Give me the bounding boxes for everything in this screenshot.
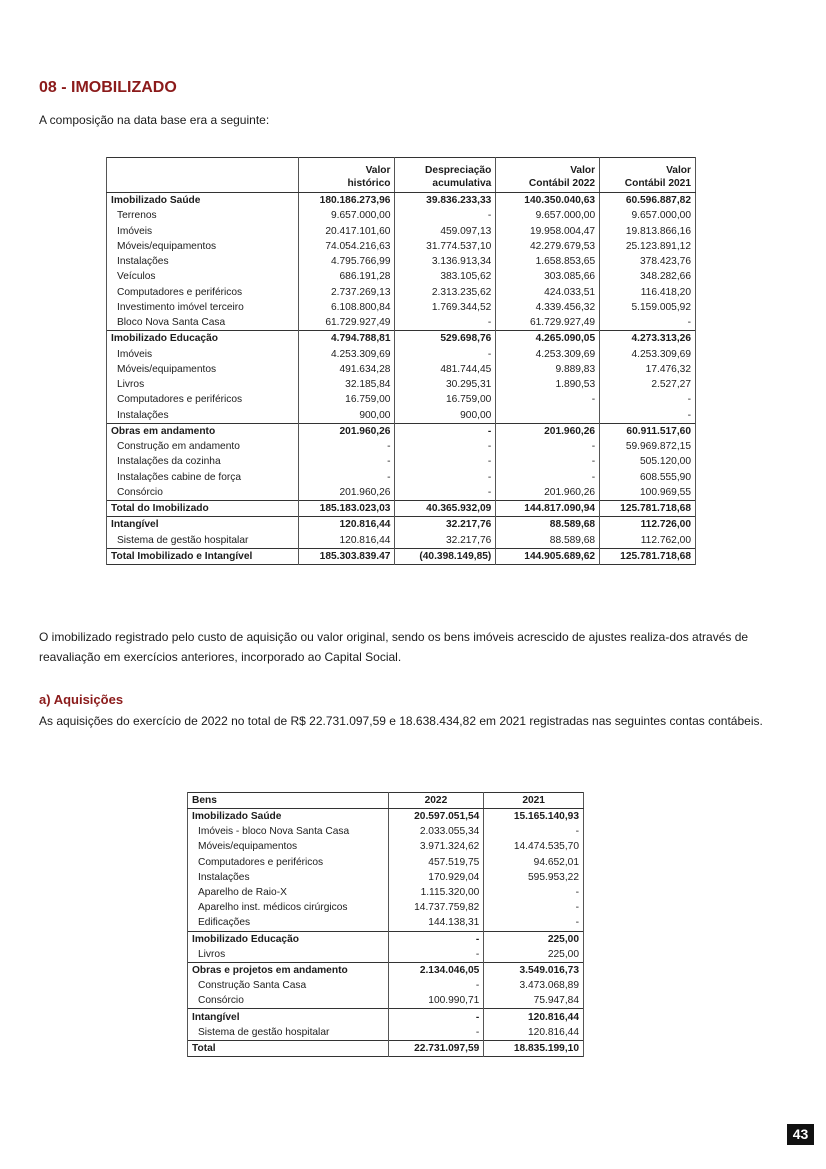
value-cell: 4.265.090,05 <box>496 331 600 347</box>
value-cell: 61.729.927,49 <box>496 315 600 331</box>
value-cell: - <box>298 470 395 485</box>
row-label: Total <box>188 1040 389 1056</box>
table-row <box>188 824 584 839</box>
row-label: Consórcio <box>107 485 299 501</box>
value-cell: 16.759,00 <box>395 392 496 407</box>
row-label: Consórcio <box>188 993 389 1009</box>
value-cell: - <box>484 900 584 915</box>
table-row <box>188 978 584 993</box>
value-cell: 900,00 <box>395 408 496 424</box>
value-cell: 74.054.216,63 <box>298 239 395 254</box>
total-row <box>107 501 696 517</box>
header-valor-historico: Valor histórico <box>298 158 395 193</box>
row-label: Bloco Nova Santa Casa <box>107 315 299 331</box>
row-label: Veículos <box>107 269 299 284</box>
header-2022: 2022 <box>388 793 484 809</box>
value-cell: 225,00 <box>484 931 584 947</box>
value-cell: 6.108.800,84 <box>298 300 395 315</box>
table-row <box>188 870 584 885</box>
header-valor-contabil-2022: Valor Contábil 2022 <box>496 158 600 193</box>
value-cell: - <box>395 439 496 454</box>
value-cell: 125.781.718,68 <box>600 548 696 564</box>
value-cell: 595.953,22 <box>484 870 584 885</box>
table-row <box>188 993 584 1009</box>
group-row <box>107 193 696 209</box>
group-row <box>188 962 584 978</box>
value-cell: 112.726,00 <box>600 517 696 533</box>
value-cell: 383.105,62 <box>395 269 496 284</box>
value-cell: 1.769.344,52 <box>395 300 496 315</box>
value-cell: 31.774.537,10 <box>395 239 496 254</box>
table-row <box>107 315 696 331</box>
row-label: Imobilizado Saúde <box>188 809 389 825</box>
value-cell: - <box>395 347 496 362</box>
row-label: Total do Imobilizado <box>107 501 299 517</box>
group-row <box>107 517 696 533</box>
value-cell: - <box>388 947 484 963</box>
value-cell: 20.417.101,60 <box>298 224 395 239</box>
table-row <box>107 439 696 454</box>
value-cell: - <box>484 885 584 900</box>
value-cell: - <box>600 392 696 407</box>
row-label: Livros <box>188 947 389 963</box>
value-cell: - <box>395 485 496 501</box>
value-cell: 348.282,66 <box>600 269 696 284</box>
row-label: Obras e projetos em andamento <box>188 962 389 978</box>
table-header-row <box>107 158 696 193</box>
value-cell: 481.744,45 <box>395 362 496 377</box>
row-label: Imobilizado Educação <box>188 931 389 947</box>
value-cell: 3.971.324,62 <box>388 839 484 854</box>
value-cell: 4.339.456,32 <box>496 300 600 315</box>
row-label: Imóveis <box>107 224 299 239</box>
value-cell: 140.350.040,63 <box>496 193 600 209</box>
value-cell: - <box>496 392 600 407</box>
value-cell: 1.658.853,65 <box>496 254 600 269</box>
value-cell: - <box>388 1025 484 1041</box>
value-cell: 2.527,27 <box>600 377 696 392</box>
value-cell: 4.273.313,26 <box>600 331 696 347</box>
value-cell: 120.816,44 <box>298 533 395 549</box>
row-label: Instalações <box>188 870 389 885</box>
row-label: Imóveis - bloco Nova Santa Casa <box>188 824 389 839</box>
value-cell: 2.134.046,05 <box>388 962 484 978</box>
row-label: Construção Santa Casa <box>188 978 389 993</box>
value-cell: 100.990,71 <box>388 993 484 1009</box>
row-label: Obras em andamento <box>107 423 299 439</box>
header-valor-contabil-2021: Valor Contábil 2021 <box>600 158 696 193</box>
value-cell: 32.185,84 <box>298 377 395 392</box>
value-cell: 94.652,01 <box>484 855 584 870</box>
value-cell: - <box>484 915 584 931</box>
table-row <box>107 208 696 223</box>
group-row <box>188 809 584 825</box>
value-cell <box>496 408 600 424</box>
value-cell: 61.729.927,49 <box>298 315 395 331</box>
value-cell: 30.295,31 <box>395 377 496 392</box>
table-row <box>107 269 696 284</box>
value-cell: 22.731.097,59 <box>388 1040 484 1056</box>
table-row <box>107 224 696 239</box>
value-cell: 144.905.689,62 <box>496 548 600 564</box>
table-row <box>107 533 696 549</box>
row-label: Total Imobilizado e Intangível <box>107 548 299 564</box>
value-cell: - <box>496 454 600 469</box>
value-cell: - <box>395 315 496 331</box>
group-row <box>107 331 696 347</box>
row-label: Imobilizado Educação <box>107 331 299 347</box>
value-cell: 3.549.016,73 <box>484 962 584 978</box>
row-label: Computadores e periféricos <box>107 392 299 407</box>
value-cell: 2.033.055,34 <box>388 824 484 839</box>
table-row <box>107 454 696 469</box>
fixed-assets-table-body <box>107 193 696 565</box>
value-cell: 4.794.788,81 <box>298 331 395 347</box>
value-cell: 18.835.199,10 <box>484 1040 584 1056</box>
table-row <box>107 392 696 407</box>
row-label: Instalações <box>107 254 299 269</box>
table-row <box>107 377 696 392</box>
table-row <box>107 254 696 269</box>
value-cell: 3.136.913,34 <box>395 254 496 269</box>
value-cell: - <box>395 208 496 223</box>
value-cell: 378.423,76 <box>600 254 696 269</box>
value-cell: 75.947,84 <box>484 993 584 1009</box>
row-label: Intangível <box>107 517 299 533</box>
value-cell: 900,00 <box>298 408 395 424</box>
intro-text: A composição na data base era a seguinte: <box>39 113 270 127</box>
value-cell: - <box>388 931 484 947</box>
value-cell: - <box>298 454 395 469</box>
value-cell: 42.279.679,53 <box>496 239 600 254</box>
value-cell: 608.555,90 <box>600 470 696 485</box>
table-row <box>107 239 696 254</box>
value-cell: 88.589,68 <box>496 517 600 533</box>
table-row <box>188 1025 584 1041</box>
value-cell: - <box>496 470 600 485</box>
group-row <box>107 423 696 439</box>
value-cell: 201.960,26 <box>496 423 600 439</box>
section-title: 08 - IMOBILIZADO <box>39 79 177 96</box>
table-row <box>188 915 584 931</box>
row-label: Aparelho de Raio-X <box>188 885 389 900</box>
value-cell: 185.303.839.47 <box>298 548 395 564</box>
value-cell: 40.365.932,09 <box>395 501 496 517</box>
page-number: 43 <box>787 1124 814 1145</box>
table-header-row <box>188 793 584 809</box>
value-cell: 424.033,51 <box>496 285 600 300</box>
value-cell: 180.186.273,96 <box>298 193 395 209</box>
row-label: Computadores e periféricos <box>107 285 299 300</box>
fixed-assets-table <box>106 157 696 565</box>
value-cell: - <box>395 423 496 439</box>
value-cell: 144.817.090,94 <box>496 501 600 517</box>
row-label: Sistema de gestão hospitalar <box>107 533 299 549</box>
value-cell: 15.165.140,93 <box>484 809 584 825</box>
value-cell: 16.759,00 <box>298 392 395 407</box>
value-cell: 32.217,76 <box>395 517 496 533</box>
row-label: Móveis/equipamentos <box>188 839 389 854</box>
value-cell: - <box>388 1009 484 1025</box>
value-cell: - <box>496 439 600 454</box>
value-cell: 9.657.000,00 <box>600 208 696 223</box>
value-cell: 144.138,31 <box>388 915 484 931</box>
value-cell: 201.960,26 <box>298 485 395 501</box>
value-cell: - <box>395 454 496 469</box>
value-cell: - <box>388 978 484 993</box>
row-label: Construção em andamento <box>107 439 299 454</box>
total-row <box>188 1040 584 1056</box>
value-cell: 19.958.004,47 <box>496 224 600 239</box>
value-cell: 4.253.309,69 <box>600 347 696 362</box>
row-label: Computadores e periféricos <box>188 855 389 870</box>
value-cell: 125.781.718,68 <box>600 501 696 517</box>
table-row <box>107 347 696 362</box>
value-cell: - <box>600 408 696 424</box>
value-cell: 225,00 <box>484 947 584 963</box>
row-label: Imobilizado Saúde <box>107 193 299 209</box>
table-row <box>107 470 696 485</box>
header-cell <box>107 158 299 193</box>
value-cell: - <box>298 439 395 454</box>
value-cell: 2.313.235,62 <box>395 285 496 300</box>
value-cell: 4.795.766,99 <box>298 254 395 269</box>
value-cell: 120.816,44 <box>484 1009 584 1025</box>
value-cell: 14.474.535,70 <box>484 839 584 854</box>
value-cell: 529.698,76 <box>395 331 496 347</box>
value-cell: 9.657.000,00 <box>298 208 395 223</box>
row-label: Intangível <box>188 1009 389 1025</box>
value-cell: 9.889,83 <box>496 362 600 377</box>
value-cell: 39.836.233,33 <box>395 193 496 209</box>
group-row <box>188 1009 584 1025</box>
value-cell: 201.960,26 <box>298 423 395 439</box>
header-bens: Bens <box>188 793 389 809</box>
value-cell: 100.969,55 <box>600 485 696 501</box>
row-label: Móveis/equipamentos <box>107 362 299 377</box>
paragraph-imobilizado: O imobilizado registrado pelo custo de aquisição ou valor original, sendo os bens imóveis acrescido de ajustes realiza-dos através de reavaliação em exercícios anteriores, incorporado ao Capital Social. <box>39 630 749 664</box>
value-cell: 457.519,75 <box>388 855 484 870</box>
paragraph-aquisicoes: As aquisições do exercício de 2022 no total de R$ 22.731.097,59 e 18.638.434,82 em 2021 registradas nas seguintes contas contábeis. <box>39 714 763 728</box>
value-cell: 303.085,66 <box>496 269 600 284</box>
row-label: Móveis/equipamentos <box>107 239 299 254</box>
value-cell: (40.398.149,85) <box>395 548 496 564</box>
table-row <box>188 839 584 854</box>
value-cell: 505.120,00 <box>600 454 696 469</box>
value-cell: 60.596.887,82 <box>600 193 696 209</box>
acquisitions-table-body <box>188 809 584 1057</box>
value-cell: 60.911.517,60 <box>600 423 696 439</box>
header-depreciacao: Despreciação acumulativa <box>395 158 496 193</box>
value-cell: - <box>484 824 584 839</box>
value-cell: 112.762,00 <box>600 533 696 549</box>
value-cell: 3.473.068,89 <box>484 978 584 993</box>
table-row <box>188 947 584 963</box>
value-cell: 25.123.891,12 <box>600 239 696 254</box>
value-cell: 59.969.872,15 <box>600 439 696 454</box>
total-row <box>107 548 696 564</box>
row-label: Sistema de gestão hospitalar <box>188 1025 389 1041</box>
row-label: Instalações da cozinha <box>107 454 299 469</box>
value-cell: 4.253.309,69 <box>496 347 600 362</box>
group-row <box>188 931 584 947</box>
row-label: Instalações <box>107 408 299 424</box>
header-2021: 2021 <box>484 793 584 809</box>
value-cell: 2.737.269,13 <box>298 285 395 300</box>
value-cell: 4.253.309,69 <box>298 347 395 362</box>
value-cell: 32.217,76 <box>395 533 496 549</box>
value-cell: 1.115.320,00 <box>388 885 484 900</box>
value-cell: 459.097,13 <box>395 224 496 239</box>
value-cell: 17.476,32 <box>600 362 696 377</box>
value-cell: 1.890,53 <box>496 377 600 392</box>
table-row <box>188 855 584 870</box>
row-label: Investimento imóvel terceiro <box>107 300 299 315</box>
subsection-title: a) Aquisições <box>39 692 124 707</box>
table-row <box>107 285 696 300</box>
value-cell: 686.191,28 <box>298 269 395 284</box>
value-cell: - <box>395 470 496 485</box>
value-cell: 116.418,20 <box>600 285 696 300</box>
value-cell: 491.634,28 <box>298 362 395 377</box>
value-cell: 120.816,44 <box>484 1025 584 1041</box>
value-cell: 185.183.023,03 <box>298 501 395 517</box>
table-row <box>107 485 696 501</box>
row-label: Edificações <box>188 915 389 931</box>
table-row <box>107 362 696 377</box>
value-cell: 20.597.051,54 <box>388 809 484 825</box>
table-row <box>107 300 696 315</box>
row-label: Livros <box>107 377 299 392</box>
table-row <box>188 900 584 915</box>
row-label: Imóveis <box>107 347 299 362</box>
value-cell: 120.816,44 <box>298 517 395 533</box>
value-cell: - <box>600 315 696 331</box>
value-cell: 14.737.759,82 <box>388 900 484 915</box>
value-cell: 9.657.000,00 <box>496 208 600 223</box>
table-row <box>188 885 584 900</box>
value-cell: 19.813.866,16 <box>600 224 696 239</box>
value-cell: 170.929,04 <box>388 870 484 885</box>
row-label: Terrenos <box>107 208 299 223</box>
value-cell: 88.589,68 <box>496 533 600 549</box>
row-label: Instalações cabine de força <box>107 470 299 485</box>
value-cell: 5.159.005,92 <box>600 300 696 315</box>
table-row <box>107 408 696 424</box>
acquisitions-table <box>187 792 584 1057</box>
row-label: Aparelho inst. médicos cirúrgicos <box>188 900 389 915</box>
value-cell: 201.960,26 <box>496 485 600 501</box>
